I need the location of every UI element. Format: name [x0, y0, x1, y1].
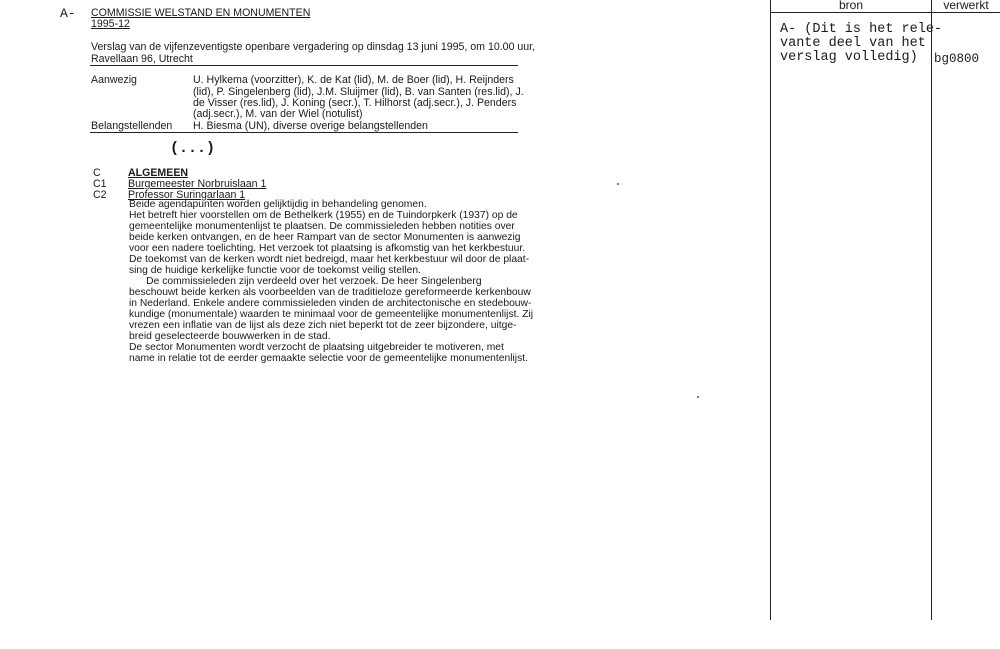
body-line: breid geselecteerde bouwwerken in de stad.: [129, 331, 331, 342]
table-column-divider: [931, 0, 932, 620]
present-line: (adj.secr.), M. van der Wiel (notulist): [193, 108, 363, 120]
document-number: 1995-12: [91, 18, 130, 30]
body-line: gemeentelijke monumentenlijst te plaatsen. De commissieleden hebben notities over: [129, 221, 515, 232]
processed-code: bg0800: [934, 52, 980, 66]
section-title: Burgemeester Norbruislaan 1: [128, 178, 267, 190]
stakeholders-label: Belangstellenden: [91, 120, 173, 132]
present-line: de Visser (res.lid), J. Koning (secr.), T. Hilhorst (adj.secr.), J. Penders: [193, 97, 517, 109]
source-note-line: vante deel van het: [780, 36, 926, 51]
body-line: name in relatie tot de eerder gemaakte selectie voor de gemeentelijke monumentenlijst.: [129, 353, 528, 364]
section-code: C1: [93, 178, 107, 190]
body-line: in Nederland. Enkele andere commissieleden vinden de architectonische en stedebouw-: [129, 298, 532, 309]
header-divider: [90, 65, 518, 66]
stakeholders-value: H. Biesma (UN), diverse overige belangstellenden: [193, 120, 428, 132]
body-line: vrezen een inflatie van de lijst als deze zich niet beperkt tot de zeer bijzondere, uitge-: [129, 320, 517, 331]
body-line: voor een nadere toelichting. Het verzoek tot plaatsing is afkomstig van het kerkbestuur.: [129, 243, 526, 254]
margin-mark: A-: [60, 6, 76, 21]
present-line: U. Hylkema (voorzitter), K. de Kat (lid), M. de Boer (lid), H. Reijnders: [193, 74, 514, 86]
report-line-2: Ravellaan 96, Utrecht: [91, 53, 193, 65]
present-line: (lid), P. Singelenberg (lid), J.M. Sluijmer (lid), B. van Santen (res.lid), J.: [193, 86, 524, 98]
body-line: De commissieleden zijn verdeeld over het verzoek. De heer Singelenberg: [129, 276, 482, 287]
section-title: Professor Suringarlaan 1: [128, 189, 246, 201]
section-code: C2: [93, 189, 107, 201]
source-note-line: verslag volledig): [780, 50, 918, 65]
body-line: Beide agendapunten worden gelijktijdig in behandeling genomen.: [129, 199, 427, 210]
present-label: Aanwezig: [91, 74, 137, 86]
body-line: beschouwt beide kerken als voorbeelden van de traditieloze gereformeerde kerkenbouw: [129, 287, 531, 298]
body-line: Het betreft hier voorstellen om de Bethelkerk (1955) en de Tuindorpkerk (1937) op de: [129, 210, 518, 221]
attendance-divider: [90, 132, 518, 133]
column-header-processed: verwerkt: [943, 0, 989, 12]
source-note-line: A- (Dit is het rele-: [780, 22, 943, 37]
document-title: COMMISSIE WELSTAND EN MONUMENTEN: [91, 7, 311, 19]
column-header-source: bron: [838, 0, 864, 12]
section-title: ALGEMEEN: [128, 167, 189, 179]
body-line: De toekomst van de kerken wordt niet bedreigd, maar het kerkbestuur wil door de plaat-: [129, 254, 530, 265]
scan-speck: [617, 183, 619, 185]
body-line: De sector Monumenten wordt verzocht de plaatsing uitgebreider te motiveren, met: [129, 342, 504, 353]
scan-speck: [697, 396, 699, 398]
omission-ellipsis: (...): [170, 140, 216, 157]
table-header-divider: [770, 12, 1000, 13]
table-left-border: [770, 0, 771, 620]
report-line-1: Verslag van de vijfenzeventigste openbare vergadering op dinsdag 13 juni 1995, om 10.00 uur,: [91, 41, 536, 53]
section-code: C: [93, 167, 101, 179]
body-line: kundige (monumentale) waarden te minimaal voor de gemeentelijke monumentenlijst. Zij: [129, 309, 534, 320]
body-line: beide kerken ontvangen, en de heer Rampart van de sector Monumenten is aanwezig: [129, 232, 521, 243]
body-line: sing de huidige kerkelijke functie voor de toekomst veilig stellen.: [129, 265, 421, 276]
